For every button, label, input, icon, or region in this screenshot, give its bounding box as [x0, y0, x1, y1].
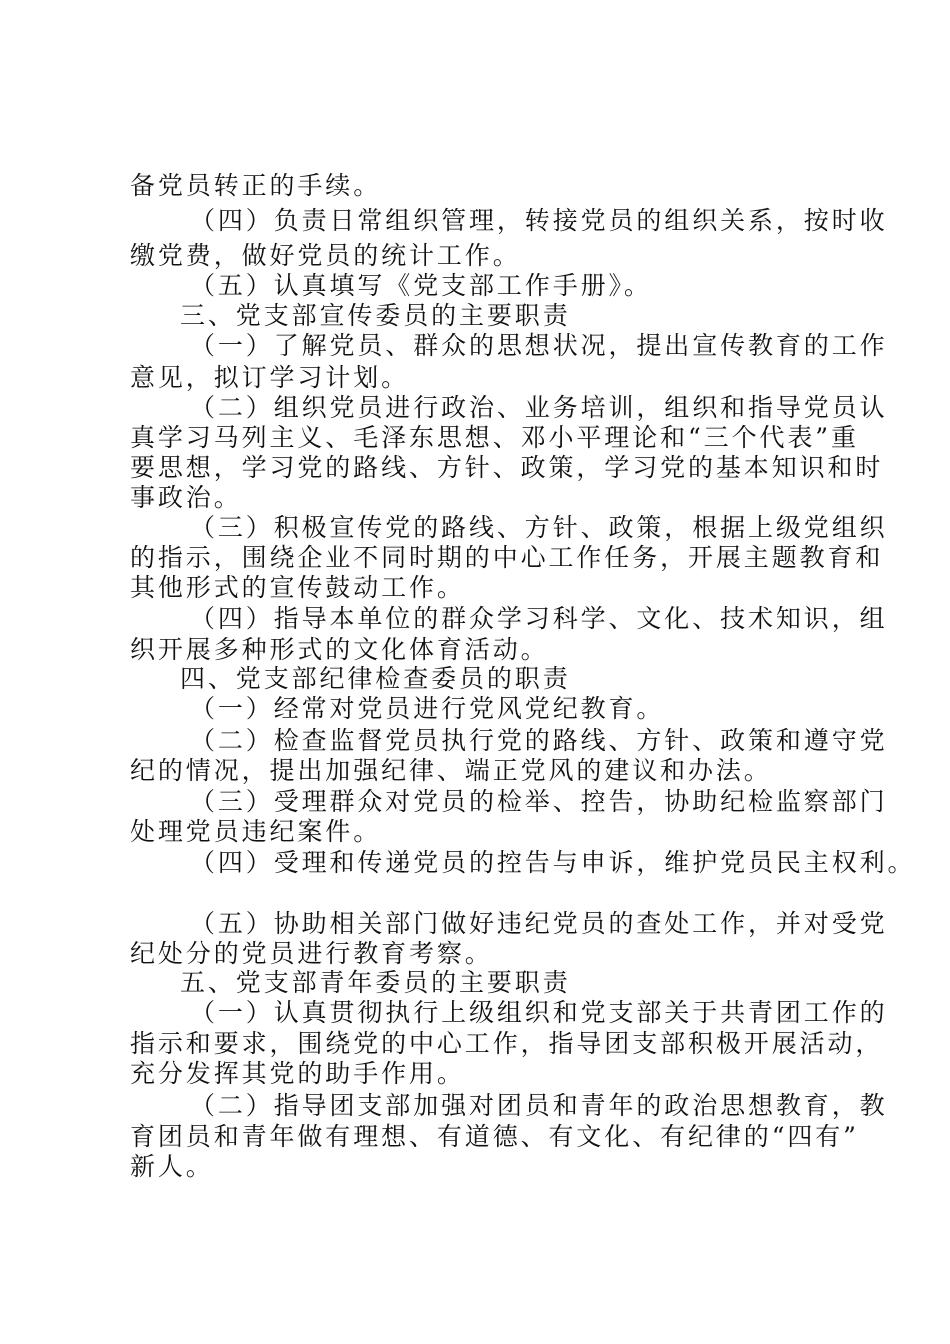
text-line: 的指示，围绕企业不同时期的中心工作任务，开展主题教育和 [130, 543, 884, 572]
section-heading: 五、党支部青年委员的主要职责 [180, 968, 571, 997]
section-heading: 三、党支部宣传委员的主要职责 [180, 301, 571, 330]
text-line: （二）检查监督党员执行党的路线、方针、政策和遵守党 [190, 726, 888, 755]
text-line: 纪的情况，提出加强纪律、端正党风的建议和办法。 [130, 756, 772, 785]
text-line: 指示和要求，围绕党的中心工作，指导团支部积极开展活动， [130, 1029, 884, 1058]
text-line: （二）指导团支部加强对团员和青年的政治思想教育，教 [190, 1091, 888, 1120]
text-line: （三）受理群众对党员的检举、控告，协助纪检监察部门 [190, 787, 888, 816]
text-line: （一）了解党员、群众的思想状况，提出宣传教育的工作 [190, 331, 888, 360]
text-line: （一）认真贯彻执行上级组织和党支部关于共青团工作的 [190, 998, 888, 1027]
text-line: 新人。 [130, 1152, 214, 1181]
text-line: （四）负责日常组织管理，转接党员的组织关系，按时收 [190, 206, 888, 235]
text-line: 其他形式的宣传鼓动工作。 [130, 573, 465, 602]
text-line: 真学习马列主义、毛泽东思想、邓小平理论和“三个代表”重 [130, 423, 859, 452]
text-line: 充分发挥其党的助手作用。 [130, 1059, 465, 1088]
text-line: 备党员转正的手续。 [130, 171, 382, 200]
text-line: （三）积极宣传党的路线、方针、政策，根据上级党组织 [190, 513, 888, 542]
text-line: （五）认真填写《党支部工作手册》。 [190, 271, 652, 300]
text-line: （四）受理和传递党员的控告与申诉，维护党员民主权利。 [190, 848, 916, 877]
text-line: 育团员和青年做有理想、有道德、有文化、有纪律的“四有” [130, 1122, 859, 1151]
text-line: （二）组织党员进行政治、业务培训，组织和指导党员认 [190, 393, 888, 422]
text-line: 事政治。 [130, 483, 242, 512]
text-line: 纪处分的党员进行教育考察。 [130, 939, 493, 968]
text-line: 缴党费，做好党员的统计工作。 [130, 241, 521, 270]
section-heading: 四、党支部纪律检查委员的职责 [180, 664, 571, 693]
text-line: （一）经常对党员进行党风党纪教育。 [190, 694, 665, 723]
text-line: 意见，拟订学习计划。 [130, 363, 410, 392]
text-line: 处理党员违纪案件。 [130, 817, 382, 846]
text-line: 织开展多种形式的文化体育活动。 [130, 635, 549, 664]
text-line: （四）指导本单位的群众学习科学、文化、技术知识，组 [190, 604, 888, 633]
text-line: 要思想，学习党的路线、方针、政策，学习党的基本知识和时 [130, 453, 884, 482]
text-line: （五）协助相关部门做好违纪党员的查处工作，并对受党 [190, 909, 888, 938]
